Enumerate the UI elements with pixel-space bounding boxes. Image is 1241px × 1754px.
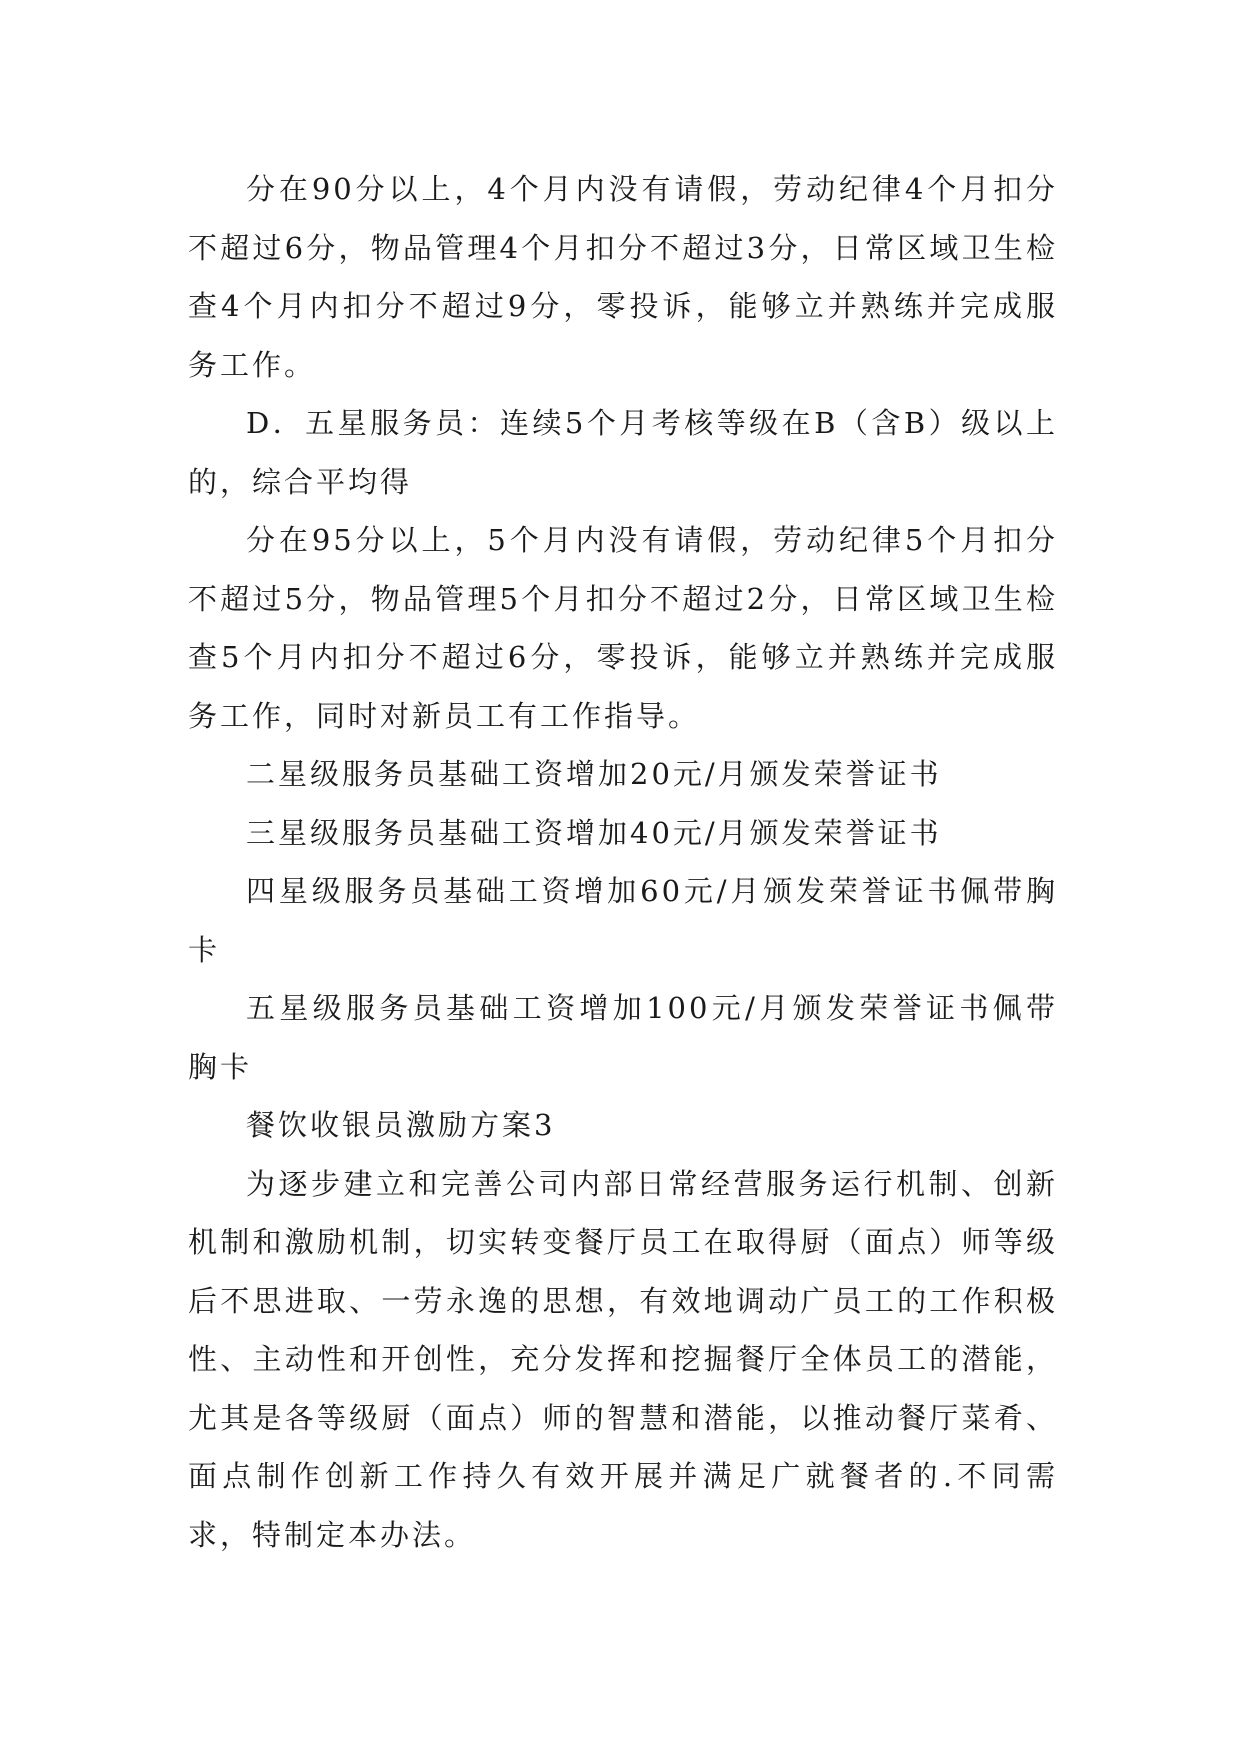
paragraph-two-star-reward: 二星级服务员基础工资增加20元/月颁发荣誉证书 — [246, 757, 942, 791]
paragraph-three-star-reward: 三星级服务员基础工资增加40元/月颁发荣誉证书 — [246, 815, 942, 850]
paragraph-three-star-criteria-cont: 分在90分以上，4个月内没有请假，劳动纪律4个月扣分不超过6分，物品管理4个月扣分不超过3分，日常区域卫生检查4个月内扣分不超过9分，零投诉，能够立并熟练并完成服务工作。 — [188, 172, 1058, 382]
paragraph-four-star-reward: 四星级服务员基础工资增加60元/月颁发荣誉证书佩带胸卡 — [188, 874, 1058, 967]
paragraph-plan-3-intro: 为逐步建立和完善公司内部日常经营服务运行机制、创新机制和激励机制，切实转变餐厅员工在取得厨（面点）师等级后不思进取、一劳永逸的思想，有效地调动广员工的工作积极性、主动性和开创性，充分发挥和挖掘餐厅全体员工的潜能，尤其是各等级厨（面点）师的智慧和潜能，以推动餐厅菜肴、面点制作创新工作持久有效开展并满足广就餐者的.不同需求，特制定本办法。 — [188, 1166, 1058, 1552]
section-title-plan-3: 餐饮收银员激励方案3 — [246, 1108, 556, 1142]
paragraph-five-star-heading: D．五星服务员：连续5个月考核等级在B（含B）级以上的，综合平均得 — [188, 406, 1058, 499]
paragraph-five-star-reward: 五星级服务员基础工资增加100元/月颁发荣誉证书佩带胸卡 — [188, 991, 1058, 1084]
paragraph-five-star-criteria: 分在95分以上，5个月内没有请假，劳动纪律5个月扣分不超过5分，物品管理5个月扣分不超过2分，日常区域卫生检查5个月内扣分不超过6分，零投诉，能够立并熟练并完成服务工作，同时对新员工有工作指导。 — [188, 523, 1058, 733]
document-body — [188, 160, 1058, 1564]
